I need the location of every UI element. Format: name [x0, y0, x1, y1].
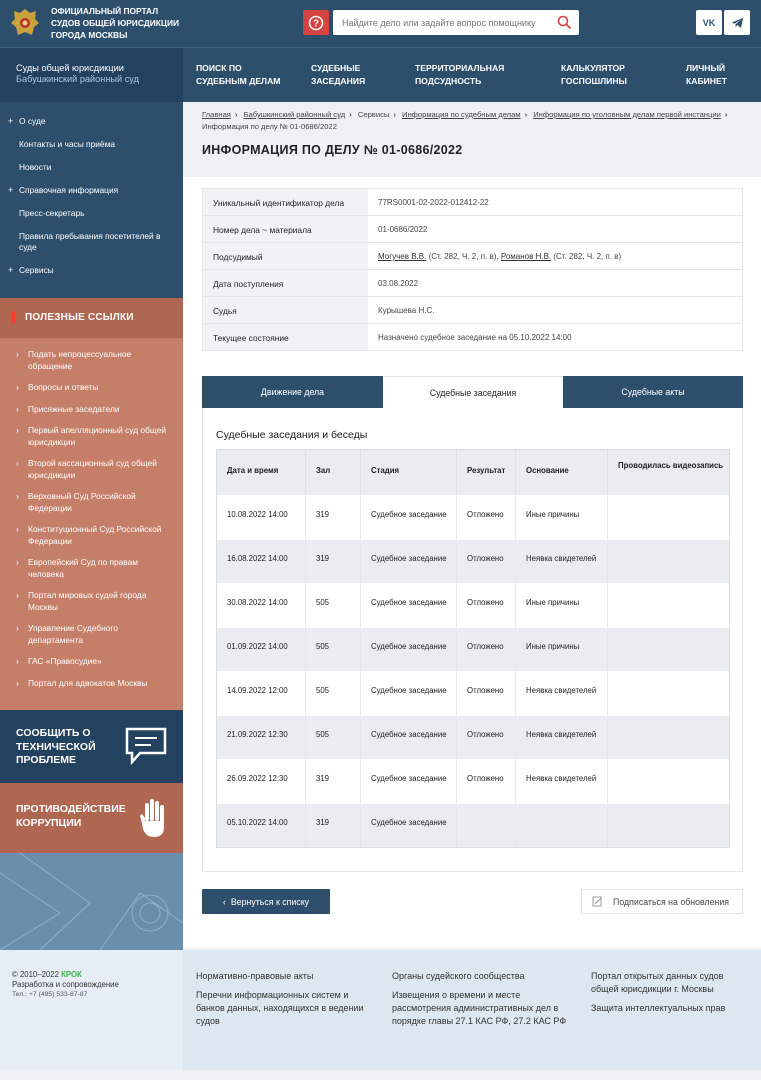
footer-link[interactable]: Портал открытых данных судов общей юрисдикции г. Москвы	[591, 971, 724, 994]
search-input[interactable]	[333, 10, 547, 35]
useful-link[interactable]: › Управление Судебного департамента	[16, 623, 118, 645]
defendant-link[interactable]: Могучев В.В.	[378, 252, 427, 261]
sidebar-item-rules[interactable]: Правила пребывания посетителей в суде	[19, 231, 161, 252]
table-row: Подсудимый Могучев В.В. (Ст. 282, Ч. 2, п. в), Романов Н.В. (Ст. 282, Ч. 2, п. в)	[203, 243, 743, 270]
useful-link[interactable]: › ГАС «Правосудие»	[16, 656, 102, 666]
table-cell: 505	[306, 584, 361, 627]
table-cell: Отложено	[457, 540, 516, 583]
breadcrumb-link[interactable]: Информация по уголовным делам первой инстанции	[533, 110, 721, 119]
chevron-right-icon: ›	[16, 524, 19, 534]
chat-bubble-icon	[124, 726, 168, 766]
table-cell	[608, 804, 729, 847]
table-row	[217, 627, 729, 671]
table-cell: Иные причины	[516, 496, 608, 539]
table-cell	[608, 672, 729, 715]
table-cell: Иные причины	[516, 584, 608, 627]
telegram-icon	[731, 17, 744, 29]
edit-icon	[592, 896, 603, 907]
table-cell: Отложено	[457, 672, 516, 715]
court-selector[interactable]: Суды общей юрисдикции Бабушкинский районный суд	[0, 48, 183, 103]
table-cell	[608, 540, 729, 583]
chevron-right-icon: ›	[16, 403, 19, 414]
table-row: Судья Курышева Н.С.	[203, 297, 743, 324]
table-cell: Отложено	[457, 716, 516, 759]
case-info-table	[202, 188, 743, 351]
svg-text:?: ?	[312, 18, 320, 29]
footer-link[interactable]: Защита интеллектуальных прав	[591, 1003, 726, 1013]
footer-link[interactable]: Перечни информационных систем и банков данных, находящихся в ведении судов	[196, 990, 364, 1026]
breadcrumb-current: Информация по делу № 01-0686/2022	[202, 122, 337, 131]
page-title: ИНФОРМАЦИЯ ПО ДЕЛУ № 01-0686/2022	[202, 143, 463, 157]
sidebar-item-contacts[interactable]: Контакты и часы приёма	[19, 139, 116, 149]
table-cell: 26.09.2022 12:30	[217, 760, 306, 803]
table-row	[217, 671, 729, 715]
breadcrumb-area	[183, 102, 761, 177]
tab-court-acts[interactable]: Судебные акты	[563, 376, 743, 408]
table-cell: Судебное заседание	[361, 760, 457, 803]
useful-link[interactable]: › Присяжные заседатели	[16, 403, 120, 414]
vk-icon: VK	[702, 17, 716, 28]
decorative-building-image	[0, 853, 183, 950]
nav-personal-cabinet[interactable]: ЛИЧНЫЙ КАБИНЕТ	[686, 63, 727, 86]
tab-hearings[interactable]: Судебные заседания	[383, 376, 563, 408]
sidebar-item-press[interactable]: Пресс-секретарь	[19, 208, 85, 218]
table-row	[217, 495, 729, 539]
hand-stop-icon	[136, 797, 170, 839]
table-cell: Иные причины	[516, 628, 608, 671]
useful-link[interactable]: › Вопросы и ответы	[16, 382, 99, 392]
chevron-right-icon: ›	[16, 677, 19, 688]
useful-link[interactable]: › Подать непроцессуальное обращение	[16, 349, 132, 371]
building-illustration-icon	[0, 853, 183, 950]
table-cell: Отложено	[457, 760, 516, 803]
sidebar-item-about[interactable]: + О суде	[8, 116, 46, 126]
table-cell: Судебное заседание	[361, 540, 457, 583]
breadcrumb-link[interactable]: Информация по судебным делам	[401, 110, 521, 119]
table-cell: 01.09.2022 14:00	[217, 628, 306, 671]
sidebar	[0, 102, 183, 950]
defendant-link[interactable]: Романов Н.В.	[500, 252, 552, 261]
table-cell: Судебное заседание	[361, 804, 457, 847]
chevron-right-icon: ›	[16, 491, 19, 501]
anticorruption-banner[interactable]: ПРОТИВОДЕЙСТВИЕ КОРРУПЦИИ	[0, 783, 183, 853]
table-cell	[608, 584, 729, 627]
table-cell: 21.09.2022 12:30	[217, 716, 306, 759]
breadcrumb: Главная › Бабушкинский районный суд › Сервисы › Информация по судебным делам › Информация по уголовным делам первой инстанции › Информация по делу № 01-0686/2022	[202, 110, 728, 131]
subscribe-button[interactable]: Подписаться на обновления	[581, 889, 743, 914]
table-cell: Отложено	[457, 628, 516, 671]
table-cell: 505	[306, 716, 361, 759]
useful-link[interactable]: › Первый апелляционный суд общей юрисдикции	[16, 425, 166, 447]
table-cell: Судебное заседание	[361, 584, 457, 627]
table-cell: Неявка свидетелей	[516, 760, 608, 803]
nav-fee-calculator[interactable]: КАЛЬКУЛЯТОР ГОСПОШЛИНЫ	[561, 63, 627, 86]
table-header: Дата и время Зал Стадия Результат Основание Проводилась видеозапись	[217, 450, 729, 495]
footer-link[interactable]: Извещения о времени и месте рассмотрения административных дел в порядке главы 27.1 КАС РФ, 27.2 КАС РФ	[392, 990, 567, 1026]
table-cell	[608, 760, 729, 803]
sidebar-item-services[interactable]: + Сервисы	[8, 265, 54, 275]
footer-link[interactable]: Нормативно-правовые акты	[196, 971, 314, 981]
main-nav	[0, 47, 761, 102]
chevron-left-icon: ‹	[222, 896, 226, 907]
useful-link[interactable]: › Портал мировых судей города Москвы	[16, 590, 147, 612]
search-icon[interactable]	[557, 15, 572, 30]
sidebar-item-news[interactable]: Новости	[19, 162, 52, 172]
table-row: Текущее состояние Назначено судебное заседание на 05.10.2022 14:00	[203, 324, 743, 351]
table-cell: 16.08.2022 14:00	[217, 540, 306, 583]
chevron-right-icon: ›	[16, 590, 19, 600]
useful-link[interactable]: › Портал для адвокатов Москвы	[16, 677, 148, 688]
table-row: Номер дела ~ материала 01-0686/2022	[203, 216, 743, 243]
table-cell: 505	[306, 672, 361, 715]
breadcrumb-link[interactable]: Бабушкинский районный суд	[243, 110, 346, 119]
main-content	[183, 102, 761, 948]
table-row: Уникальный идентификатор дела 77RS0001-02-2022-012412-22	[203, 189, 743, 216]
table-cell	[457, 804, 516, 847]
table-row	[217, 715, 729, 759]
table-row	[217, 759, 729, 803]
table-cell: Отложено	[457, 584, 516, 627]
useful-link[interactable]: › Европейский Суд по правам человека	[16, 557, 139, 579]
hearings-title: Судебные заседания и беседы	[216, 429, 368, 441]
table-cell: 10.08.2022 14:00	[217, 496, 306, 539]
question-icon	[308, 15, 324, 31]
coat-of-arms-icon[interactable]	[8, 6, 42, 40]
hearings-table	[216, 449, 730, 848]
table-cell: 05.10.2022 14:00	[217, 804, 306, 847]
useful-link[interactable]: › Второй кассационный суд общей юрисдикции	[16, 458, 157, 480]
vk-button[interactable]	[696, 10, 722, 35]
table-cell: 30.08.2022 14:00	[217, 584, 306, 627]
table-cell: 319	[306, 496, 361, 539]
nav-hearings[interactable]: СУДЕБНЫЕ ЗАСЕДАНИЯ	[311, 63, 366, 86]
table-cell	[608, 628, 729, 671]
footer-copyright: © 2010–2022 КРОК Разработка и сопровождение Тел.: +7 (495) 533-87-87	[0, 950, 183, 1070]
breadcrumb-link[interactable]: Сервисы	[357, 110, 390, 119]
table-cell: 505	[306, 628, 361, 671]
nav-jurisdiction[interactable]: ТЕРРИТОРИАЛЬНАЯ ПОДСУДНОСТЬ	[415, 63, 505, 86]
table-cell: Судебное заседание	[361, 672, 457, 715]
footer-bottom-strip	[0, 1070, 761, 1080]
search-box	[333, 10, 579, 35]
useful-link[interactable]: › Конституционный Суд Российской Федерации	[16, 524, 162, 546]
assistant-help-button[interactable]	[303, 10, 329, 35]
table-cell: Судебное заседание	[361, 496, 457, 539]
sidebar-menu	[0, 102, 183, 298]
telegram-button[interactable]	[724, 10, 750, 35]
chevron-right-icon: ›	[16, 458, 19, 468]
table-cell: Неявка свидетелей	[516, 540, 608, 583]
chevron-right-icon: ›	[16, 349, 19, 359]
table-cell: 319	[306, 760, 361, 803]
table-cell: 319	[306, 540, 361, 583]
chevron-right-icon: ›	[16, 656, 19, 666]
footer-link[interactable]: Органы судейского сообщества	[392, 971, 525, 981]
site-footer	[0, 950, 761, 1080]
krok-logo[interactable]: КРОК	[61, 970, 82, 979]
chevron-right-icon: ›	[16, 425, 19, 435]
table-cell: Судебное заседание	[361, 628, 457, 671]
table-cell: Неявка свидетелей	[516, 672, 608, 715]
table-row	[217, 539, 729, 583]
useful-links-title: ПОЛЕЗНЫЕ ССЫЛКИ	[0, 298, 183, 338]
report-problem-banner[interactable]: СООБЩИТЬ О ТЕХНИЧЕСКОЙ ПРОБЛЕМЕ	[0, 710, 183, 783]
footer-column	[392, 970, 577, 1034]
table-cell	[608, 716, 729, 759]
table-row: Дата поступления 03.08.2022	[203, 270, 743, 297]
footer-column	[591, 970, 751, 1021]
breadcrumb-link[interactable]: Главная	[202, 110, 231, 119]
site-header	[0, 0, 761, 47]
back-to-list-button[interactable]: ‹ Вернуться к списку	[202, 889, 330, 914]
tab-case-movement[interactable]: Движение дела	[202, 376, 383, 408]
table-cell: 319	[306, 804, 361, 847]
nav-case-search[interactable]: ПОИСК ПО СУДЕБНЫМ ДЕЛАМ	[196, 63, 281, 86]
table-cell: 14.09.2022 12:00	[217, 672, 306, 715]
hearings-panel	[202, 408, 743, 872]
chevron-right-icon: ›	[16, 382, 19, 392]
chevron-right-icon: ›	[16, 623, 19, 633]
table-row	[217, 803, 729, 847]
table-cell	[608, 496, 729, 539]
footer-column	[196, 970, 371, 1034]
sidebar-item-reference[interactable]: + Справочная информация	[8, 185, 119, 195]
table-cell: Судебное заседание	[361, 716, 457, 759]
table-row	[217, 583, 729, 627]
useful-link[interactable]: › Верховный Суд Российской Федерации	[16, 491, 136, 513]
table-cell: Отложено	[457, 496, 516, 539]
portal-title[interactable]: ОФИЦИАЛЬНЫЙ ПОРТАЛ СУДОВ ОБЩЕЙ ЮРИСДИКЦИИ ГОРОДА МОСКВЫ	[51, 6, 180, 40]
chevron-right-icon: ›	[16, 557, 19, 567]
table-cell: Неявка свидетелей	[516, 716, 608, 759]
case-tabs	[202, 376, 743, 408]
table-cell	[516, 804, 608, 847]
